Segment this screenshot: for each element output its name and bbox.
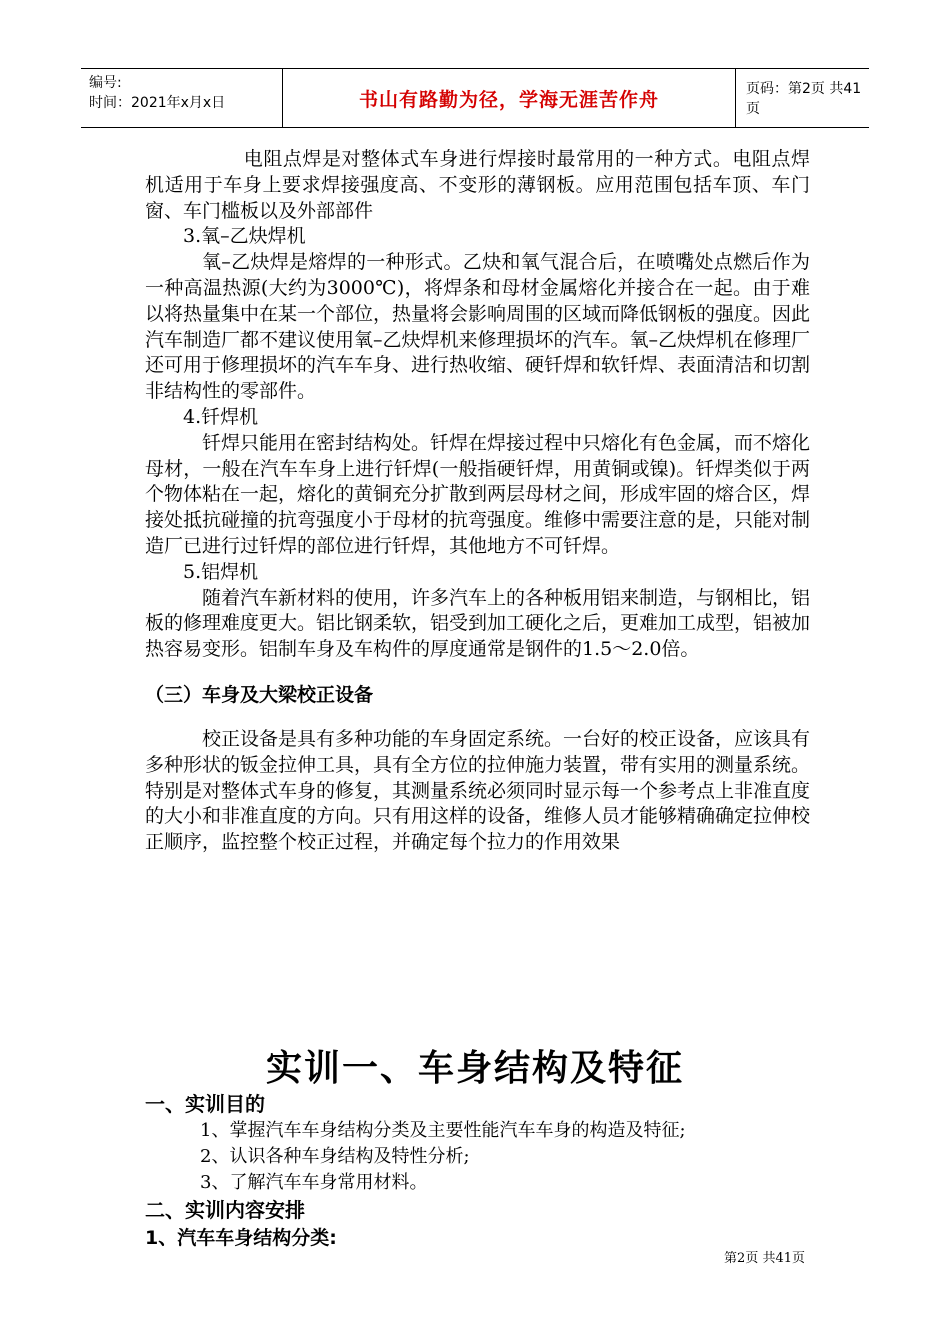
paragraph-oxy-acetylene: 氧–乙炔焊是熔焊的一种形式。乙炔和氧气混合后，在喷嘴处点燃后作为一种高温热源(大约为3000℃)，将焊条和母材金属熔化并接合在一起。由于难以将热量集中在某一个部位，热量将会影响周围的区域而降低钢板的强度。因此汽车制造厂都不建议使用氧–乙炔焊机来修理损坏的汽车。氧–乙炔焊机在修理厂还可用于修理损坏的汽车车身、进行热收缩、硬钎焊和软钎焊、表面清洁和切割非结构性的零部件。 [145, 251, 811, 403]
objective-item: 2、认识各种车身结构及特性分析; [200, 1146, 470, 1167]
training-title: 实训一、车身结构及特征 [265, 1047, 684, 1089]
heading-brazing: 4.钎焊机 [183, 405, 259, 428]
training-section [145, 1090, 825, 1252]
header-meta [81, 69, 282, 127]
paragraph-resistance-welding: 电阻点焊是对整体式车身进行焊接时最常用的一种方式。电阻点焊机适用于车身上要求焊接强度高、不变形的薄钢板。应用范围包括车顶、车门窗、车门槛板以及外部部件 [145, 148, 810, 222]
header-page-code: 页码：第2页 共41页 [746, 81, 862, 117]
paragraph-aluminum-welding: 随着汽车新材料的使用，许多汽车上的各种板用铝来制造，与钢相比，铝板的修理难度更大。铝比钢柔软，铝受到加工硬化之后，更难加工成型，铝被加热容易变形。铝制车身及车构件的厚度通常是钢件的1.5～2.0倍。 [145, 586, 811, 661]
heading-aluminum-welding: 5.铝焊机 [183, 560, 259, 583]
header-number-label: 编号: [89, 75, 122, 91]
objectives-heading: 一、实训目的 [145, 1092, 265, 1116]
sub-heading-classification: 1、汽车车身结构分类: [145, 1227, 337, 1249]
page-header [81, 68, 869, 128]
objective-item: 3、了解汽车车身常用材料。 [200, 1172, 428, 1193]
content-heading: 二、实训内容安排 [145, 1198, 305, 1222]
page-footer: 第2页 共41页 [724, 1251, 805, 1266]
paragraph-brazing: 钎焊只能用在密封结构处。钎焊在焊接过程中只熔化有色金属，而不熔化母材，一般在汽车车身上进行钎焊(一般指硬钎焊，用黄铜或镍)。钎焊类似于两个物体粘在一起，熔化的黄铜充分扩散到两层母材之间，形成牢固的熔合区，焊接处抵抗碰撞的抗弯强度小于母材的抗弯强度。维修中需要注意的是，只能对制造厂已进行过钎焊的部位进行钎焊，其他地方不可钎焊。 [145, 431, 811, 557]
header-time-label: 时间：2021年x月x日 [89, 95, 226, 111]
document-body [145, 147, 810, 856]
objective-item: 1、掌握汽车车身结构分类及主要性能汽车车身的构造及特征; [200, 1120, 686, 1141]
paragraph-straightening: 校正设备是具有多种功能的车身固定系统。一台好的校正设备，应该具有多种形状的钣金拉伸工具，具有全方位的拉伸施力装置，带有实用的测量系统。特别是对整体式车身的修复，其测量系统必须同时显示每一个参考点上非准直度的大小和非准直度的方向。只有用这样的设备，维修人员才能够精确确定拉伸校正顺序，监控整个校正过程，并确定每个拉力的作用效果 [145, 727, 811, 854]
heading-oxy-acetylene: 3.氧–乙炔焊机 [183, 225, 306, 248]
header-motto: 书山有路勤为径，学海无涯苦作舟 [282, 69, 736, 127]
section-heading-straightening: （三）车身及大梁校正设备 [145, 683, 374, 706]
